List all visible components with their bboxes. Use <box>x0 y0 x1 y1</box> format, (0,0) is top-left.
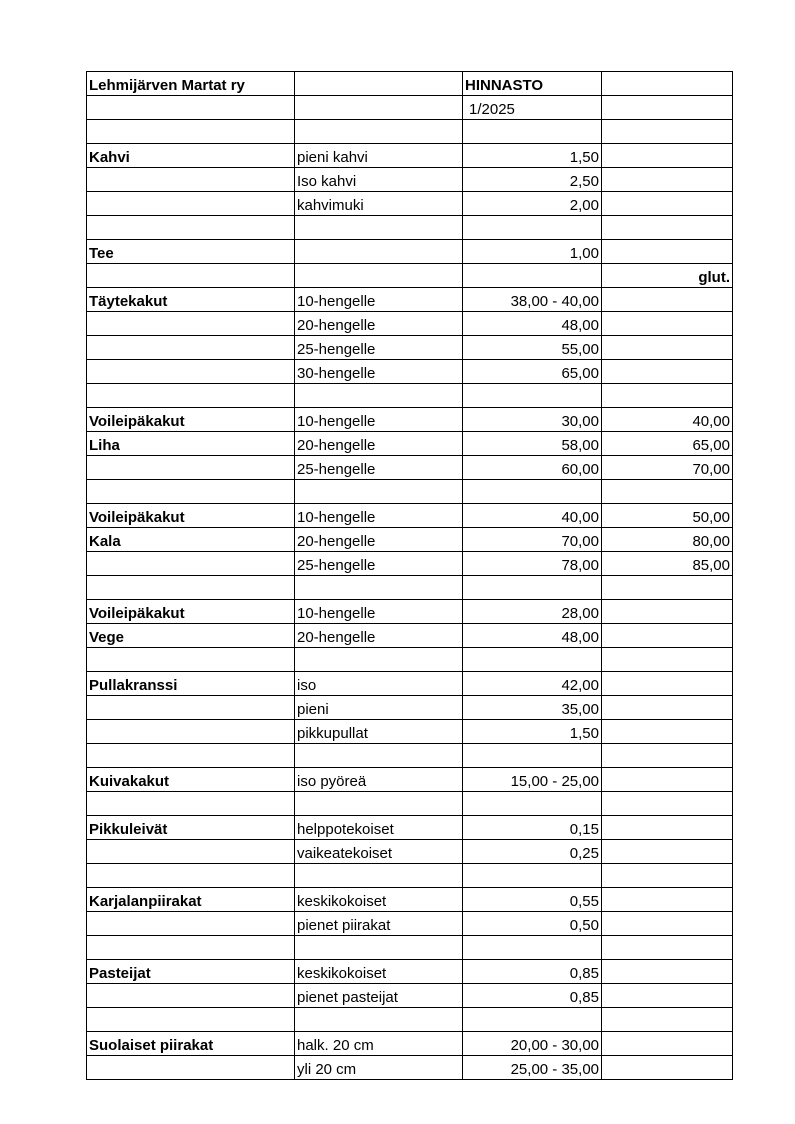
product-variant: iso <box>297 677 317 694</box>
table-row <box>87 504 733 528</box>
gluten-free-price-cell <box>602 792 733 816</box>
table-row <box>87 312 733 336</box>
product-variant: 30-hengelle <box>297 365 376 382</box>
table-row <box>87 216 733 240</box>
product-variant: 20-hengelle <box>297 629 376 646</box>
table-row <box>87 816 733 840</box>
price-cell <box>463 648 602 672</box>
price-cell <box>463 792 602 816</box>
table-row <box>87 528 733 552</box>
price-cell <box>463 384 602 408</box>
product-variant-cell <box>295 672 463 696</box>
gluten-free-price-cell <box>602 1056 733 1080</box>
table-row <box>87 408 733 432</box>
price-cell <box>463 432 602 456</box>
product-variant-cell <box>295 936 463 960</box>
gluten-free-price-cell <box>602 240 733 264</box>
product-category-cell <box>87 984 295 1008</box>
product-variant-cell <box>295 264 463 288</box>
product-variant: pienet piirakat <box>297 917 391 934</box>
product-variant-cell <box>295 120 463 144</box>
product-variant-cell <box>295 528 463 552</box>
product-variant-cell <box>295 624 463 648</box>
product-variant-cell <box>295 696 463 720</box>
table-row <box>87 96 733 120</box>
table-row <box>87 744 733 768</box>
price: 15,00 - 25,00 <box>510 773 599 790</box>
gluten-free-price-cell <box>602 744 733 768</box>
price-cell <box>463 1008 602 1032</box>
product-variant: pikkupullat <box>297 725 368 742</box>
price-cell <box>463 72 602 96</box>
product-category: Suolaiset piirakat <box>89 1037 214 1054</box>
product-variant: pieni <box>297 701 329 718</box>
gluten-free-price: 65,00 <box>692 437 730 454</box>
product-category-cell <box>87 816 295 840</box>
gluten-free-price-cell <box>602 864 733 888</box>
table-row <box>87 1056 733 1080</box>
price: 60,00 <box>561 461 599 478</box>
gluten-free-price-cell <box>602 960 733 984</box>
price-cell <box>463 864 602 888</box>
table-row <box>87 864 733 888</box>
price-cell <box>463 960 602 984</box>
product-variant: 20-hengelle <box>297 317 376 334</box>
table-row <box>87 984 733 1008</box>
product-variant-cell <box>295 504 463 528</box>
product-category: Pasteijat <box>89 965 151 982</box>
product-category-cell <box>87 624 295 648</box>
price: 40,00 <box>561 509 599 526</box>
table-row <box>87 792 733 816</box>
gluten-free-price-cell <box>602 168 733 192</box>
product-category-cell <box>87 240 295 264</box>
product-category-cell <box>87 552 295 576</box>
price-cell <box>463 672 602 696</box>
gluten-free-price-cell <box>602 1008 733 1032</box>
price-cell <box>463 336 602 360</box>
table-row <box>87 1008 733 1032</box>
product-variant-cell <box>295 792 463 816</box>
product-category: Liha <box>89 437 120 454</box>
product-category: Pikkuleivät <box>89 821 168 838</box>
product-category-cell <box>87 864 295 888</box>
price-cell <box>463 768 602 792</box>
price-cell <box>463 744 602 768</box>
price-cell <box>463 456 602 480</box>
product-variant-cell <box>295 240 463 264</box>
product-category: Vege <box>89 629 125 646</box>
product-variant: 20-hengelle <box>297 533 376 550</box>
gluten-free-price-cell <box>602 144 733 168</box>
gluten-free-price-cell <box>602 984 733 1008</box>
gluten-free-price-cell <box>602 312 733 336</box>
product-category-cell <box>87 888 295 912</box>
product-category-cell <box>87 288 295 312</box>
table-row <box>87 168 733 192</box>
price-cell <box>463 144 602 168</box>
product-variant-cell <box>295 840 463 864</box>
gluten-free-price-cell <box>602 624 733 648</box>
gluten-free-price-cell <box>602 216 733 240</box>
gluten-free-price-cell <box>602 936 733 960</box>
gluten-free-price-cell <box>602 840 733 864</box>
product-variant: 10-hengelle <box>297 509 376 526</box>
product-variant-cell <box>295 576 463 600</box>
price: 2,00 <box>569 197 599 214</box>
table-row <box>87 264 733 288</box>
product-category-cell <box>87 480 295 504</box>
table-row <box>87 720 733 744</box>
product-variant-cell <box>295 984 463 1008</box>
price-cell <box>463 96 602 120</box>
product-category-cell <box>87 72 295 96</box>
gluten-free-price-cell <box>602 384 733 408</box>
gluten-free-price-cell <box>602 504 733 528</box>
price-cell <box>463 1056 602 1080</box>
table-row <box>87 288 733 312</box>
gluten-free-price-cell <box>602 576 733 600</box>
gluten-free-price-cell <box>602 264 733 288</box>
product-category-cell <box>87 528 295 552</box>
table-row <box>87 432 733 456</box>
price: 0,85 <box>569 989 599 1006</box>
price-cell <box>463 888 602 912</box>
price: 48,00 <box>561 317 599 334</box>
price-cell <box>463 624 602 648</box>
gluten-free-price-cell <box>602 816 733 840</box>
price: 2,50 <box>569 173 599 190</box>
product-category-cell <box>87 912 295 936</box>
product-category-cell <box>87 576 295 600</box>
gluten-free-price-cell <box>602 912 733 936</box>
price: 25,00 - 35,00 <box>510 1061 599 1078</box>
price-cell <box>463 408 602 432</box>
product-category-cell <box>87 312 295 336</box>
price-list-sheet <box>86 71 733 1080</box>
product-variant-cell <box>295 96 463 120</box>
product-variant-cell <box>295 1008 463 1032</box>
product-category-cell <box>87 768 295 792</box>
product-category: Tee <box>89 245 114 262</box>
gluten-free-price-cell <box>602 360 733 384</box>
product-variant-cell <box>295 816 463 840</box>
table-row <box>87 768 733 792</box>
product-category: Voileipäkakut <box>89 413 185 430</box>
gluten-free-price: 80,00 <box>692 533 730 550</box>
product-category-cell <box>87 408 295 432</box>
gluten-free-price: glut. <box>698 269 730 286</box>
price: 38,00 - 40,00 <box>510 293 599 310</box>
product-category-cell <box>87 192 295 216</box>
gluten-free-price-cell <box>602 600 733 624</box>
product-category-cell <box>87 720 295 744</box>
price: 20,00 - 30,00 <box>510 1037 599 1054</box>
gluten-free-price-cell <box>602 120 733 144</box>
product-variant: helppotekoiset <box>297 821 394 838</box>
product-category-cell <box>87 1008 295 1032</box>
table-row <box>87 360 733 384</box>
price-cell <box>463 312 602 336</box>
product-category-cell <box>87 960 295 984</box>
product-variant-cell <box>295 192 463 216</box>
product-category: Kahvi <box>89 149 130 166</box>
product-variant: keskikokoiset <box>297 893 387 910</box>
table-row <box>87 888 733 912</box>
price: 1,50 <box>569 149 599 166</box>
product-variant-cell <box>295 480 463 504</box>
product-variant-cell <box>295 648 463 672</box>
product-category-cell <box>87 336 295 360</box>
product-category-cell <box>87 504 295 528</box>
product-variant-cell <box>295 600 463 624</box>
gluten-free-price: 40,00 <box>692 413 730 430</box>
gluten-free-price-cell <box>602 768 733 792</box>
product-category-cell <box>87 264 295 288</box>
price: 65,00 <box>561 365 599 382</box>
price-cell <box>463 216 602 240</box>
product-variant-cell <box>295 168 463 192</box>
product-category-cell <box>87 792 295 816</box>
product-variant: keskikokoiset <box>297 965 387 982</box>
table-row <box>87 912 733 936</box>
price: 42,00 <box>561 677 599 694</box>
product-category-cell <box>87 384 295 408</box>
product-variant: pieni kahvi <box>297 149 368 166</box>
gluten-free-price-cell <box>602 648 733 672</box>
table-row <box>87 936 733 960</box>
table-row <box>87 960 733 984</box>
price: 0,25 <box>569 845 599 862</box>
price: 35,00 <box>561 701 599 718</box>
price-cell <box>463 576 602 600</box>
price-cell <box>463 600 602 624</box>
product-category-cell <box>87 936 295 960</box>
product-variant: 10-hengelle <box>297 605 376 622</box>
product-variant: 10-hengelle <box>297 293 376 310</box>
product-category-cell <box>87 1032 295 1056</box>
price-cell <box>463 936 602 960</box>
product-variant-cell <box>295 552 463 576</box>
price: 1/2025 <box>469 101 515 118</box>
product-variant-cell <box>295 216 463 240</box>
product-variant: 25-hengelle <box>297 557 376 574</box>
table-row <box>87 72 733 96</box>
product-variant-cell <box>295 336 463 360</box>
price-cell <box>463 240 602 264</box>
gluten-free-price-cell <box>602 432 733 456</box>
price-cell <box>463 840 602 864</box>
table-row <box>87 456 733 480</box>
product-category-cell <box>87 96 295 120</box>
price: 1,50 <box>569 725 599 742</box>
product-variant-cell <box>295 456 463 480</box>
product-category-cell <box>87 600 295 624</box>
product-category-cell <box>87 840 295 864</box>
product-category: Pullakranssi <box>89 677 178 694</box>
table-row <box>87 144 733 168</box>
table-row <box>87 192 733 216</box>
product-variant-cell <box>295 72 463 96</box>
product-variant: kahvimuki <box>297 197 364 214</box>
product-variant-cell <box>295 1032 463 1056</box>
product-variant-cell <box>295 960 463 984</box>
product-variant: 20-hengelle <box>297 437 376 454</box>
price: 28,00 <box>561 605 599 622</box>
price-cell <box>463 168 602 192</box>
gluten-free-price: 85,00 <box>692 557 730 574</box>
gluten-free-price-cell <box>602 672 733 696</box>
product-category-cell <box>87 672 295 696</box>
table-row <box>87 336 733 360</box>
price-cell <box>463 552 602 576</box>
product-category-cell <box>87 144 295 168</box>
table-row <box>87 648 733 672</box>
product-variant-cell <box>295 864 463 888</box>
price: 0,85 <box>569 965 599 982</box>
price-cell <box>463 528 602 552</box>
gluten-free-price-cell <box>602 288 733 312</box>
price-table <box>86 71 733 1080</box>
gluten-free-price-cell <box>602 72 733 96</box>
price: HINNASTO <box>465 77 544 94</box>
gluten-free-price-cell <box>602 528 733 552</box>
product-variant: 25-hengelle <box>297 341 376 358</box>
table-row <box>87 672 733 696</box>
product-variant: Iso kahvi <box>297 173 357 190</box>
table-row <box>87 696 733 720</box>
gluten-free-price-cell <box>602 456 733 480</box>
product-variant-cell <box>295 1056 463 1080</box>
table-row <box>87 600 733 624</box>
price: 1,00 <box>569 245 599 262</box>
product-category-cell <box>87 360 295 384</box>
table-row <box>87 576 733 600</box>
product-category-cell <box>87 120 295 144</box>
price: 0,55 <box>569 893 599 910</box>
gluten-free-price: 50,00 <box>692 509 730 526</box>
gluten-free-price-cell <box>602 1032 733 1056</box>
gluten-free-price-cell <box>602 408 733 432</box>
product-variant-cell <box>295 720 463 744</box>
product-category: Kala <box>89 533 121 550</box>
table-row <box>87 624 733 648</box>
table-row <box>87 840 733 864</box>
product-category-cell <box>87 432 295 456</box>
product-variant: 25-hengelle <box>297 461 376 478</box>
price-cell <box>463 720 602 744</box>
gluten-free-price-cell <box>602 480 733 504</box>
price-cell <box>463 192 602 216</box>
product-variant: yli 20 cm <box>297 1061 357 1078</box>
gluten-free-price-cell <box>602 336 733 360</box>
table-row <box>87 1032 733 1056</box>
price-cell <box>463 696 602 720</box>
product-variant-cell <box>295 768 463 792</box>
price-cell <box>463 360 602 384</box>
price-cell <box>463 288 602 312</box>
price-cell <box>463 504 602 528</box>
product-variant: iso pyöreä <box>297 773 367 790</box>
gluten-free-price-cell <box>602 96 733 120</box>
table-row <box>87 552 733 576</box>
product-variant: vaikeatekoiset <box>297 845 393 862</box>
price: 70,00 <box>561 533 599 550</box>
table-row <box>87 384 733 408</box>
gluten-free-price-cell <box>602 696 733 720</box>
product-category: Täytekakut <box>89 293 168 310</box>
price-cell <box>463 984 602 1008</box>
gluten-free-price-cell <box>602 552 733 576</box>
price: 30,00 <box>561 413 599 430</box>
product-category-cell <box>87 696 295 720</box>
product-category-cell <box>87 456 295 480</box>
product-variant-cell <box>295 360 463 384</box>
price: 78,00 <box>561 557 599 574</box>
product-variant-cell <box>295 312 463 336</box>
gluten-free-price-cell <box>602 888 733 912</box>
product-category-cell <box>87 648 295 672</box>
table-row <box>87 480 733 504</box>
product-category-cell <box>87 168 295 192</box>
product-variant-cell <box>295 912 463 936</box>
product-variant-cell <box>295 384 463 408</box>
table-row <box>87 240 733 264</box>
price-cell <box>463 120 602 144</box>
product-category: Voileipäkakut <box>89 605 185 622</box>
gluten-free-price-cell <box>602 192 733 216</box>
product-variant-cell <box>295 144 463 168</box>
price-cell <box>463 480 602 504</box>
product-category: Lehmijärven Martat ry <box>89 77 245 94</box>
product-variant-cell <box>295 744 463 768</box>
price-cell <box>463 264 602 288</box>
price: 0,15 <box>569 821 599 838</box>
price-cell <box>463 816 602 840</box>
product-variant: 10-hengelle <box>297 413 376 430</box>
product-variant: pienet pasteijat <box>297 989 398 1006</box>
price: 0,50 <box>569 917 599 934</box>
product-variant-cell <box>295 888 463 912</box>
gluten-free-price-cell <box>602 720 733 744</box>
price-cell <box>463 1032 602 1056</box>
price: 55,00 <box>561 341 599 358</box>
product-category-cell <box>87 216 295 240</box>
product-category-cell <box>87 1056 295 1080</box>
price: 48,00 <box>561 629 599 646</box>
product-variant: halk. 20 cm <box>297 1037 374 1054</box>
product-category: Karjalanpiirakat <box>89 893 202 910</box>
gluten-free-price: 70,00 <box>692 461 730 478</box>
product-category: Voileipäkakut <box>89 509 185 526</box>
product-category: Kuivakakut <box>89 773 170 790</box>
product-variant-cell <box>295 432 463 456</box>
price-table-body <box>87 72 733 1080</box>
price-cell <box>463 912 602 936</box>
product-variant-cell <box>295 288 463 312</box>
price: 58,00 <box>561 437 599 454</box>
product-variant-cell <box>295 408 463 432</box>
product-category-cell <box>87 744 295 768</box>
table-row <box>87 120 733 144</box>
